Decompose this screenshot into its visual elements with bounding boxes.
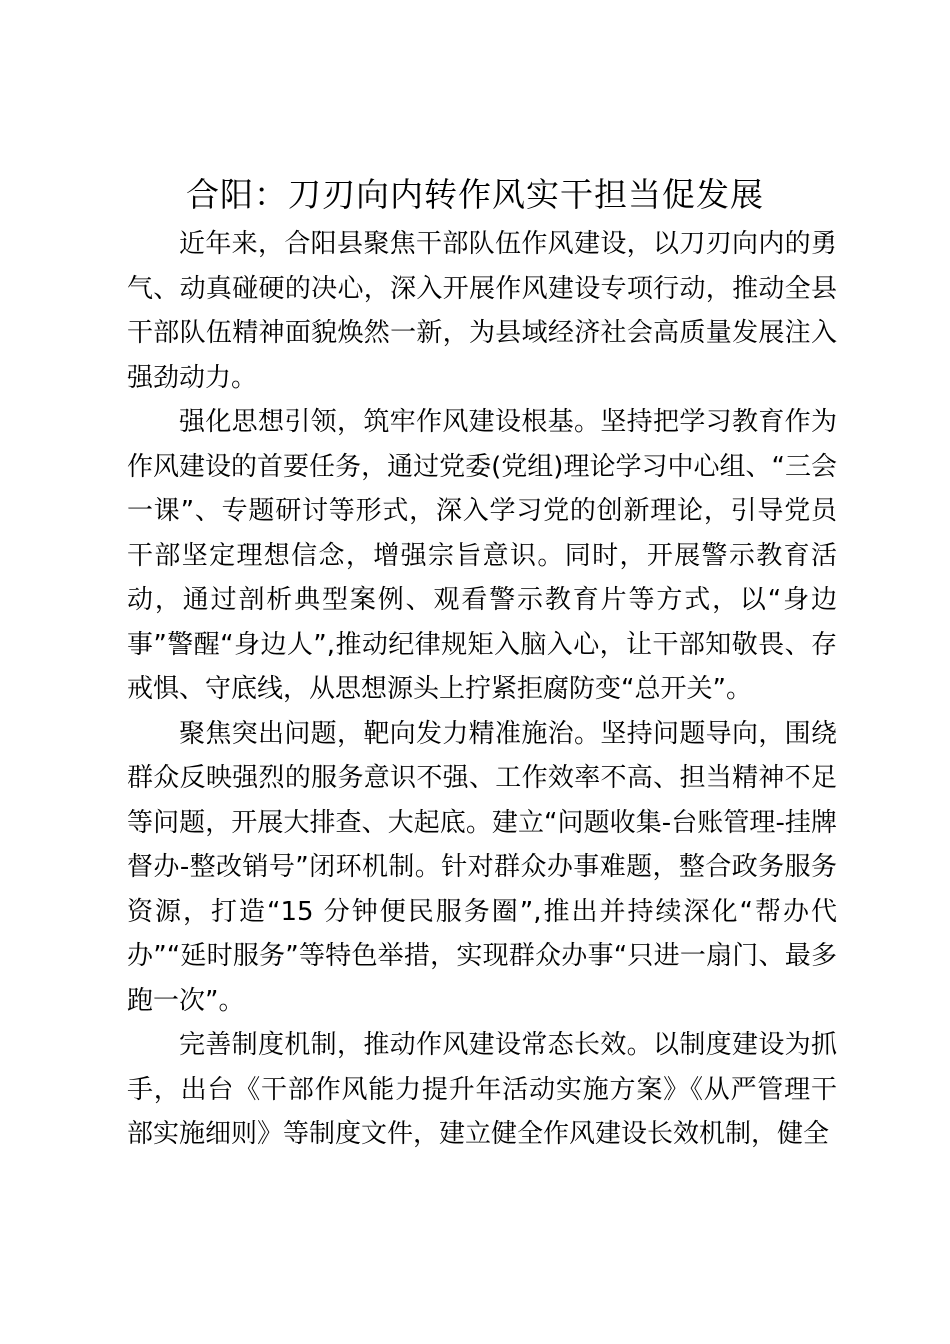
document-body [127,222,837,1157]
document-title: 合阳：刀刃向内转作风实干担当促发展 [186,175,764,214]
paragraph-mechanisms: 完善制度机制，推动作风建设常态长效。以制度建设为抓手，出台《干部作风能力提升年活动实施方案》《从严管理干部实施细则》等制度文件，建立健全作风建设长效机制，健全 [127,1030,837,1149]
paragraph-ideology: 强化思想引领，筑牢作风建设根基。坚持把学习教育作为作风建设的首要任务，通过党委(党组)理论学习中心组、“三会一课”、专题研讨等形式，深入学习党的创新理论，引导党员干部坚定理想信念，增强宗旨意识。同时，开展警示教育活动，通过剖析典型案例、观看警示教育片等方式，以“身边事”警醒“身边人”,推动纪律规矩入脑入心，让干部知敬畏、存戒惧、守底线，从思想源头上拧紧拒腐防变“总开关”。 [127,407,837,704]
paragraph-intro: 近年来，合阳县聚焦干部队伍作风建设，以刀刃向内的勇气、动真碰硬的决心，深入开展作风建设专项行动，推动全县干部队伍精神面貌焕然一新，为县域经济社会高质量发展注入强劲动力。 [127,229,837,393]
paragraph-problems: 聚焦突出问题，靶向发力精准施治。坚持问题导向，围绕群众反映强烈的服务意识不强、工作效率不高、担当精神不足等问题，开展大排查、大起底。建立“问题收集-台账管理-挂牌督办-整改销号”闭环机制。针对群众办事难题，整合政务服务资源，打造“15 分钟便民服务圈”,推出并持续深化“帮办代办”“延时服务”等特色举措，实现群众办事“只进一扇门、最多跑一次”。 [127,718,837,1016]
